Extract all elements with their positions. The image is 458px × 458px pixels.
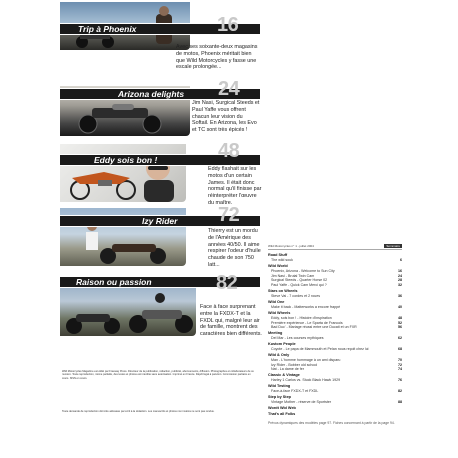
toc-entry-page: 52: [398, 320, 402, 325]
toc-entry[interactable]: [268, 305, 402, 310]
toc-entry-page: 24: [398, 273, 402, 278]
toc-entry-label: The wild souk: [271, 258, 293, 263]
feature-title: Arizona delights: [118, 89, 185, 99]
toc-entry-label: Del Mar - Les courses mythiques: [271, 336, 324, 341]
toc-footnote: Prévus dynamiques des modèles page 97. Fiches concernant à partir de la page 94.: [268, 420, 395, 425]
toc-section-title: Wild World: [268, 263, 288, 268]
feature-page-number: 72: [218, 204, 240, 226]
toc-entry-page: 28: [398, 278, 402, 283]
toc-entry[interactable]: [268, 336, 402, 341]
toc-entry-label: Steve Vai - 7 cordes et 2 roues: [271, 293, 321, 298]
toc-section-title: Wild One: [268, 299, 285, 304]
toc-entry-page: 70: [398, 358, 402, 363]
feature-photo: [60, 144, 186, 202]
toc-section-title: Wordt Wid Web: [268, 405, 296, 410]
toc-section-title: Kustom People: [268, 341, 296, 346]
toc-entry-label: Phoenix, Arizona - Welcome to Sun City: [271, 269, 335, 274]
toc-entry[interactable]: [268, 325, 402, 330]
toc-entry-label: Face-à-face FXDX-T et FXDL: [271, 389, 319, 394]
issue-label: Wild Motorcycles n° 1 - juillet 2004: [268, 243, 314, 248]
feature-blurb: Thierry est un mordu de l'Amérique des années 40/50. Il aime respirer l'odeur d'huile chaude de son 750 latt...: [208, 228, 261, 268]
feature-title: Raison ou passion: [76, 277, 152, 287]
toc-entry-page: 36: [398, 293, 402, 298]
feature-page-number: 24: [218, 78, 240, 100]
toc-entry-page: 16: [398, 269, 402, 274]
toc-entry-label: Nat - La dame de fer: [271, 367, 304, 372]
toc-list: [268, 253, 402, 418]
toc-entry-label: Bad Duc' - Mariage réussi entre une Ducati et un FXR: [271, 325, 357, 330]
toc-section-title: That's all Folks: [268, 412, 296, 417]
toc-header: [268, 242, 402, 250]
toc-entry-label: Make it back - Matterworks a encore frappé: [271, 304, 341, 309]
toc-entry[interactable]: [268, 294, 402, 299]
feature-page-number: 82: [216, 272, 238, 294]
toc-section-title: Classic & Vintage: [268, 373, 300, 378]
toc-section-title: Step by Step: [268, 395, 291, 399]
feature-title: Izy Rider: [142, 216, 178, 226]
sommaire-tag: Sommaire: [386, 243, 400, 248]
toc-section-title: Stars on Wheels: [268, 288, 298, 293]
masthead-fineprint: Wild Motorcycles Magazine est édité par Freeway Press. Directeur de la publication, rédaction, publicité, abonnements, diffusion. Photographes et collaborateurs de ce numéro. Toute reproduction, même partielle, des textes et photos est interdite sans autorisation. Imprimé en France. Dépôt légal à parution. Commission paritaire en cours. ISSN en cours.: [62, 370, 254, 380]
toc-entry-page: 32: [398, 282, 402, 287]
toc-section-title: Road Stuff: [268, 253, 288, 257]
toc-entry[interactable]: [268, 258, 402, 263]
feature-raison-ou-passion[interactable]: [60, 268, 260, 338]
toc-entry-page: 76: [398, 378, 402, 383]
feature-eddy-sois-bon[interactable]: [60, 140, 262, 206]
toc-entry-page: 68: [398, 347, 402, 352]
feature-izy-rider[interactable]: [60, 202, 260, 268]
feature-blurb: Face à face surprenant entre la FXDX-T et la FXDL qui, malgré leur air de famille, montrent des caractères bien différents.: [200, 304, 262, 338]
feature-blurb: Avec ses soixante-deux magasins de motos, Phoenix méritait bien que Wild Motorcycles y fasse une escale prolongée...: [176, 44, 258, 71]
toc-entry-label: Izy Rider - Bobber old school: [271, 362, 318, 367]
toc-entry-label: Jim Nasi - Brutal Twin Cam: [271, 273, 315, 278]
toc-entry-page: 62: [398, 336, 402, 341]
toc-section-title: Wild Wheels: [268, 310, 291, 315]
magazine-page: [60, 0, 404, 458]
toc-entry-page: 72: [398, 362, 402, 367]
toc-entry-label: Première expérience - Le Sparta de Francois: [271, 320, 343, 325]
toc-entry-label: Eddy, sois bon ! - Histoire d'inspiration: [271, 315, 332, 320]
toc-entry[interactable]: [268, 347, 402, 352]
feature-blurb: Eddy flashait sur les motos d'un certain James. Il était donc normal qu'il finisse par réinterpréter l'œuvre du maître.: [208, 166, 262, 206]
toc-section-title: Wild & Only: [268, 352, 290, 357]
toc-entry-page: 6: [400, 258, 402, 263]
toc-entry-page: 48: [398, 315, 402, 320]
toc-entry-label: Harley 1 Carlos vs. Stuck Black Hawk 1929: [271, 378, 341, 383]
toc-entry[interactable]: [268, 283, 402, 288]
feature-title: Trip à Phoenix: [78, 24, 137, 34]
toc-entry-page: 88: [398, 400, 402, 405]
toc-entry-page: 56: [398, 325, 402, 330]
toc-entry-page: 74: [398, 367, 402, 372]
toc-entry[interactable]: [268, 378, 402, 383]
toc-entry-label: Vintage Mother - réserve de Sportster: [271, 400, 332, 405]
feature-page-number: 16: [217, 14, 239, 36]
toc-entry-label: Man - L'homme hommage à un ami disparu: [271, 358, 341, 363]
feature-blurb: Jim Nasi, Surgical Steeds et Paul Yaffe vous offrent chacun leur vision du Softail. En Arizona, les Evo et TC sont très épicés !: [192, 100, 260, 134]
feature-trip-phoenix[interactable]: [60, 0, 260, 80]
toc-section-title: Meeting: [268, 330, 283, 335]
toc-entry-label: Paul Yaffe - Quick Cam Merci qui ?: [271, 282, 327, 287]
toc-section-title: Wild Testing: [268, 384, 291, 389]
toc-entry[interactable]: [268, 400, 402, 405]
toc-entry-label: Surgical Steeds - Quarter Horse 02: [271, 278, 328, 283]
feature-arizona-delights[interactable]: [60, 80, 260, 140]
toc-entry-page: 40: [398, 304, 402, 309]
chopper-with-rider-icon: [60, 144, 186, 202]
reproduction-fineprint: Toute demande de reproduction doit être adressée par écrit à la rédaction. Les manuscrits et photos non insérés ne sont pas rendus.: [62, 410, 215, 413]
toc-entry[interactable]: [268, 367, 402, 372]
table-of-contents: [268, 242, 402, 425]
feature-page-number: 48: [218, 140, 240, 162]
toc-entry[interactable]: [268, 389, 402, 394]
toc-entry-label: Coyote - Le papa de Mammouth et Pelan nous reçoit chez lui: [271, 347, 369, 352]
feature-title: Eddy sois bon !: [94, 155, 158, 165]
toc-entry-page: 82: [398, 389, 402, 394]
